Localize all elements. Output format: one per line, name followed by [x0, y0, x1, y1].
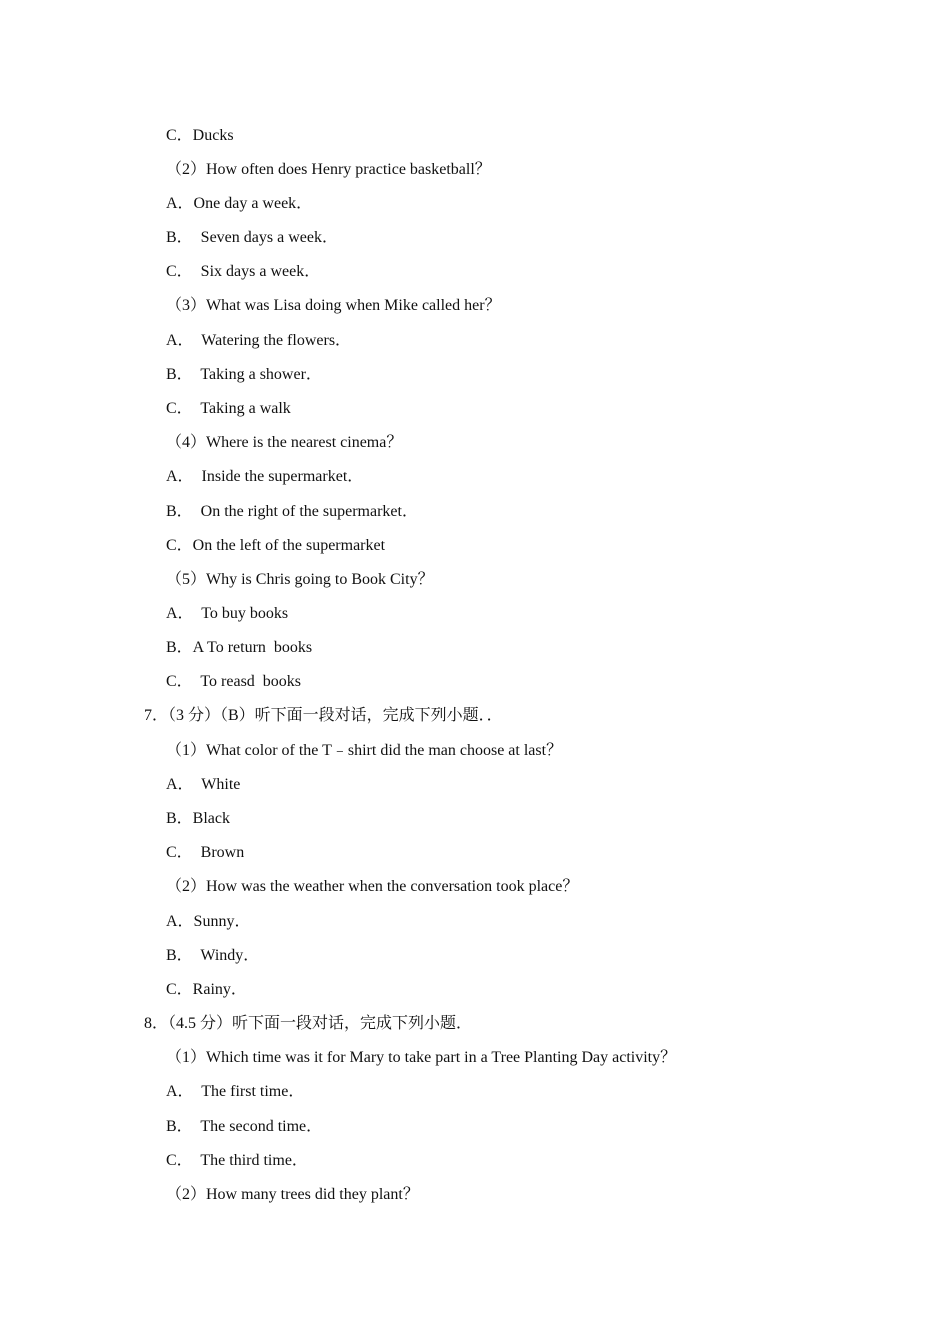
option-line: C． To reasd books [166, 673, 302, 690]
sub-question-line: （2）How was the weather when the conversation took place？ [166, 878, 579, 895]
option-line: A． White [166, 776, 241, 793]
option-line: C．Ducks [166, 127, 234, 144]
option-line: A．One day a week． [166, 195, 313, 212]
sub-question-line: （3）What was Lisa doing when Mike called her？ [166, 297, 501, 314]
sub-question-line: （1）Which time was it for Mary to take part in a Tree Planting Day activity？ [166, 1049, 677, 1066]
option-line: A． To buy books [166, 605, 289, 622]
option-line: A． The first time． [166, 1083, 305, 1100]
option-line: B． Windy． [166, 947, 260, 964]
sub-question-line: （5）Why is Chris going to Book City？ [166, 571, 434, 588]
option-line: A． Inside the supermarket． [166, 468, 364, 485]
question-heading: 8．（4.5 分）听下面一段对话，完成下列小题． [144, 1015, 473, 1032]
option-line: B． Seven days a week． [166, 229, 338, 246]
option-line: B．Black [166, 810, 230, 827]
sub-question-line: （4）Where is the nearest cinema？ [166, 434, 403, 451]
option-line: B． Taking a shower． [166, 366, 322, 383]
option-line: B． The second time． [166, 1118, 323, 1135]
option-line: C． Taking a walk [166, 400, 291, 417]
sub-question-line: （2）How often does Henry practice basketball？ [166, 161, 491, 178]
option-line: C．Rainy． [166, 981, 247, 998]
question-heading: 7．（3 分）（B）听下面一段对话，完成下列小题．． [144, 707, 503, 724]
option-line: C． The third time． [166, 1152, 308, 1169]
option-line: C． Brown [166, 844, 245, 861]
option-line: B． On the right of the supermarket． [166, 503, 418, 520]
sub-question-line: （2）How many trees did they plant？ [166, 1186, 419, 1203]
option-line: A． Watering the flowers． [166, 332, 352, 349]
sub-question-line: （1）What color of the T﹣shirt did the man choose at last？ [166, 742, 563, 759]
option-line: A．Sunny． [166, 913, 251, 930]
option-line: C．On the left of the supermarket [166, 537, 386, 554]
option-line: B．A To return books [166, 639, 313, 656]
option-line: C． Six days a week． [166, 263, 321, 280]
